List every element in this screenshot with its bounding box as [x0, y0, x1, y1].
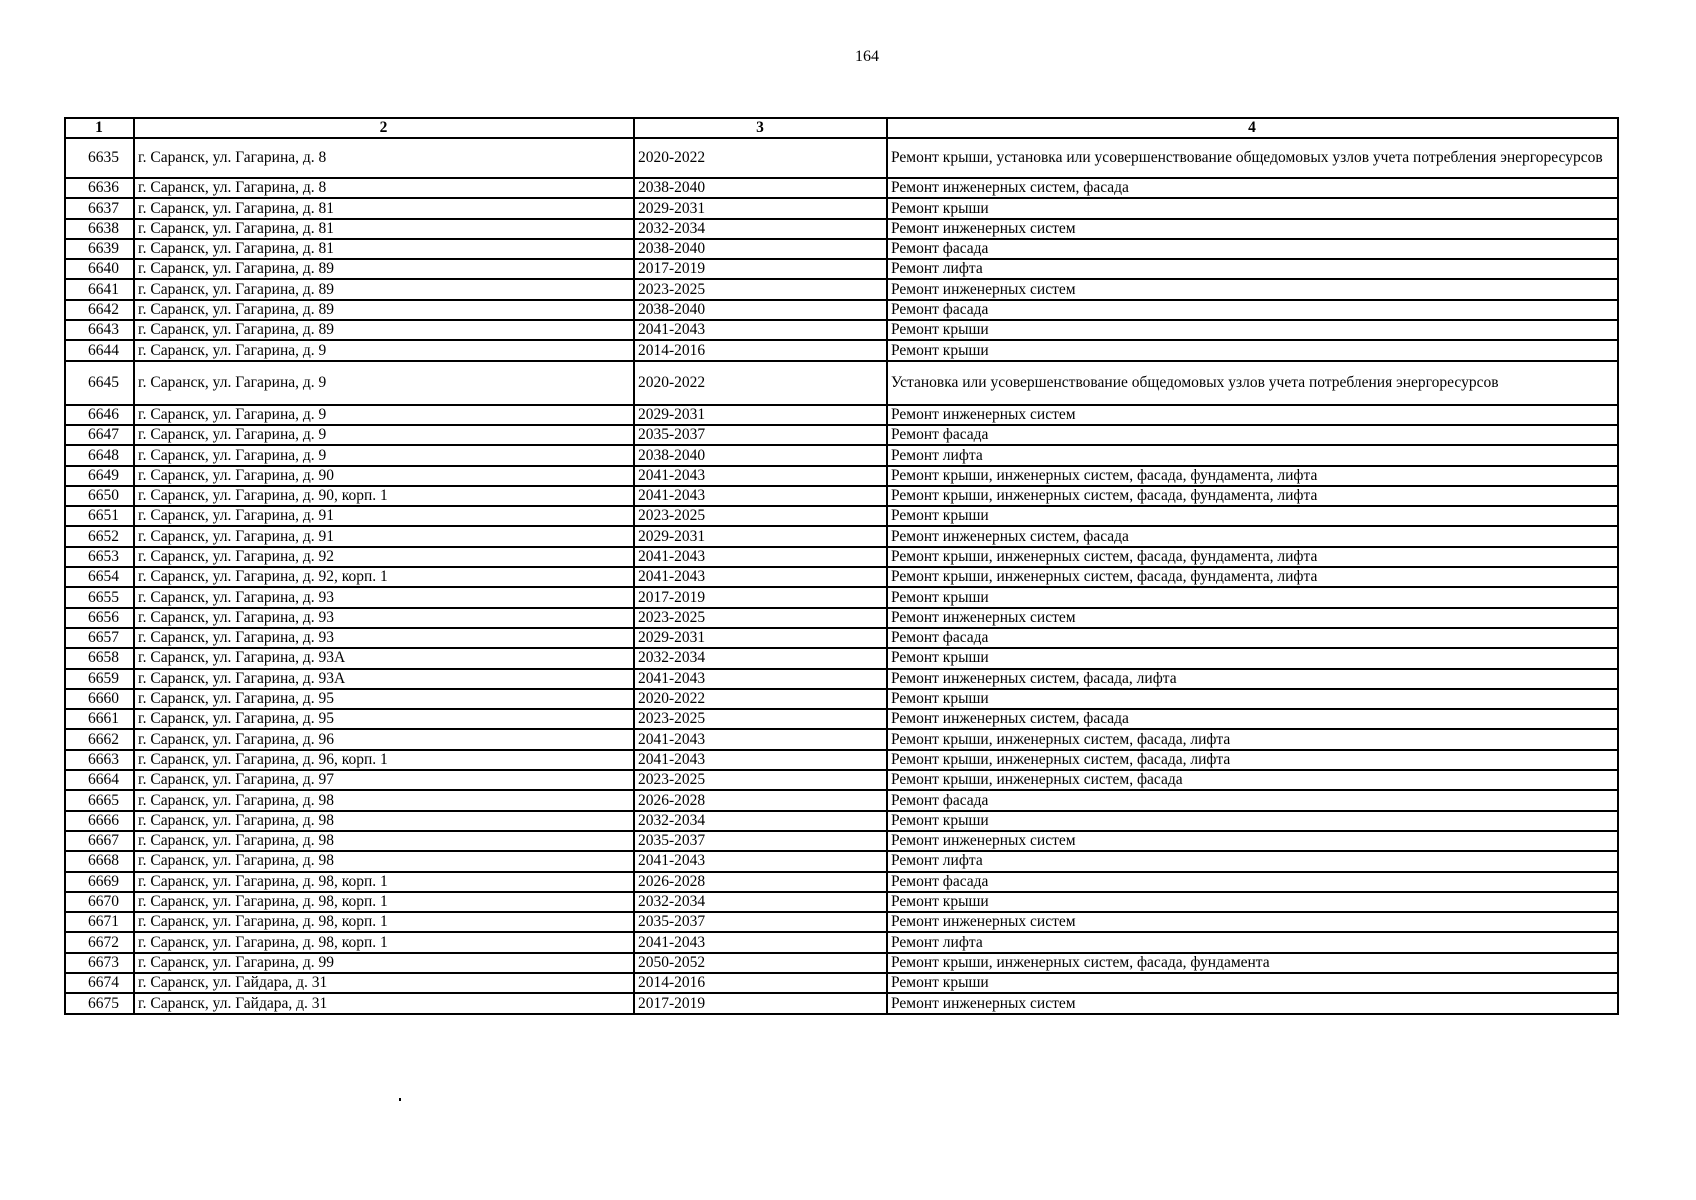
table-row: [65, 361, 1618, 405]
row-number-cell: 6658: [65, 648, 134, 668]
address-cell: г. Саранск, ул. Гагарина, д. 93А: [134, 669, 634, 689]
row-number-cell: 6638: [65, 219, 134, 239]
row-number-cell: 6674: [65, 973, 134, 993]
row-number-cell: 6641: [65, 279, 134, 299]
table-row: [65, 547, 1618, 567]
address-cell: г. Саранск, ул. Гайдара, д. 31: [134, 973, 634, 993]
work-type-cell: Ремонт крыши, инженерных систем, фасада, фундамента: [887, 953, 1618, 973]
period-cell: 2041-2043: [634, 486, 887, 506]
work-type-cell: Ремонт лифта: [887, 259, 1618, 279]
address-cell: г. Саранск, ул. Гагарина, д. 98: [134, 811, 634, 831]
table-row: [65, 279, 1618, 299]
address-cell: г. Саранск, ул. Гагарина, д. 93А: [134, 648, 634, 668]
table-row: [65, 872, 1618, 892]
address-cell: г. Саранск, ул. Гагарина, д. 90: [134, 466, 634, 486]
table-row: [65, 770, 1618, 790]
row-number-cell: 6651: [65, 506, 134, 526]
table-row: [65, 932, 1618, 952]
row-number-cell: 6671: [65, 912, 134, 932]
row-number-cell: 6642: [65, 300, 134, 320]
row-number-cell: 6647: [65, 425, 134, 445]
work-type-cell: Ремонт крыши, инженерных систем, фасада, лифта: [887, 729, 1618, 749]
period-cell: 2029-2031: [634, 198, 887, 218]
column-header-4: 4: [887, 118, 1618, 138]
work-type-cell: Ремонт крыши, инженерных систем, фасада, лифта: [887, 750, 1618, 770]
address-cell: г. Саранск, ул. Гагарина, д. 9: [134, 361, 634, 405]
work-type-cell: Ремонт крыши, инженерных систем, фасада, фундамента, лифта: [887, 486, 1618, 506]
table-row: [65, 689, 1618, 709]
work-type-cell: Ремонт инженерных систем: [887, 831, 1618, 851]
address-cell: г. Саранск, ул. Гагарина, д. 89: [134, 300, 634, 320]
work-type-cell: Ремонт крыши: [887, 587, 1618, 607]
work-type-cell: Ремонт крыши, установка или усовершенствование общедомовых узлов учета потребления энергоресурсов: [887, 138, 1618, 178]
table-row: [65, 993, 1618, 1013]
table-row: [65, 750, 1618, 770]
row-number-cell: 6655: [65, 587, 134, 607]
work-type-cell: Ремонт крыши: [887, 340, 1618, 360]
row-number-cell: 6653: [65, 547, 134, 567]
row-number-cell: 6662: [65, 729, 134, 749]
period-cell: 2041-2043: [634, 466, 887, 486]
address-cell: г. Саранск, ул. Гагарина, д. 90, корп. 1: [134, 486, 634, 506]
row-number-cell: 6640: [65, 259, 134, 279]
period-cell: 2023-2025: [634, 770, 887, 790]
address-cell: г. Саранск, ул. Гагарина, д. 95: [134, 689, 634, 709]
period-cell: 2035-2037: [634, 912, 887, 932]
table-row: [65, 851, 1618, 871]
period-cell: 2017-2019: [634, 993, 887, 1013]
table-row: [65, 198, 1618, 218]
address-cell: г. Саранск, ул. Гагарина, д. 92: [134, 547, 634, 567]
work-type-cell: Ремонт фасада: [887, 790, 1618, 810]
row-number-cell: 6675: [65, 993, 134, 1013]
work-type-cell: Ремонт фасада: [887, 300, 1618, 320]
table-row: [65, 831, 1618, 851]
work-type-cell: Ремонт крыши, инженерных систем, фасада, фундамента, лифта: [887, 466, 1618, 486]
table-row: [65, 973, 1618, 993]
scan-speck: [399, 1098, 401, 1101]
period-cell: 2029-2031: [634, 628, 887, 648]
column-header-2: 2: [134, 118, 634, 138]
address-cell: г. Саранск, ул. Гагарина, д. 81: [134, 219, 634, 239]
work-type-cell: Ремонт крыши: [887, 198, 1618, 218]
work-type-cell: Ремонт фасада: [887, 239, 1618, 259]
row-number-cell: 6665: [65, 790, 134, 810]
address-cell: г. Саранск, ул. Гагарина, д. 93: [134, 587, 634, 607]
work-type-cell: Ремонт инженерных систем, фасада: [887, 526, 1618, 546]
work-type-cell: Ремонт инженерных систем: [887, 608, 1618, 628]
table-header-row: [65, 118, 1618, 138]
table-row: [65, 912, 1618, 932]
address-cell: г. Саранск, ул. Гагарина, д. 89: [134, 259, 634, 279]
work-type-cell: Ремонт фасада: [887, 425, 1618, 445]
address-cell: г. Саранск, ул. Гагарина, д. 98, корп. 1: [134, 932, 634, 952]
address-cell: г. Саранск, ул. Гагарина, д. 93: [134, 608, 634, 628]
period-cell: 2023-2025: [634, 608, 887, 628]
table-row: [65, 608, 1618, 628]
period-cell: 2020-2022: [634, 138, 887, 178]
period-cell: 2014-2016: [634, 973, 887, 993]
table-row: [65, 811, 1618, 831]
table-row: [65, 587, 1618, 607]
address-cell: г. Саранск, ул. Гагарина, д. 98, корп. 1: [134, 892, 634, 912]
address-cell: г. Саранск, ул. Гагарина, д. 98: [134, 790, 634, 810]
table-row: [65, 219, 1618, 239]
period-cell: 2029-2031: [634, 405, 887, 425]
period-cell: 2035-2037: [634, 425, 887, 445]
page-number: 164: [855, 48, 879, 65]
table-row: [65, 425, 1618, 445]
row-number-cell: 6650: [65, 486, 134, 506]
period-cell: 2050-2052: [634, 953, 887, 973]
period-cell: 2023-2025: [634, 506, 887, 526]
address-cell: г. Саранск, ул. Гагарина, д. 89: [134, 279, 634, 299]
address-cell: г. Саранск, ул. Гагарина, д. 98: [134, 831, 634, 851]
address-cell: г. Саранск, ул. Гагарина, д. 81: [134, 239, 634, 259]
table-row: [65, 466, 1618, 486]
row-number-cell: 6668: [65, 851, 134, 871]
work-type-cell: Ремонт фасада: [887, 628, 1618, 648]
table-body: [65, 138, 1618, 1014]
table-row: [65, 567, 1618, 587]
period-cell: 2041-2043: [634, 547, 887, 567]
work-type-cell: Ремонт фасада: [887, 872, 1618, 892]
row-number-cell: 6657: [65, 628, 134, 648]
period-cell: 2020-2022: [634, 689, 887, 709]
row-number-cell: 6669: [65, 872, 134, 892]
column-header-3: 3: [634, 118, 887, 138]
row-number-cell: 6652: [65, 526, 134, 546]
work-type-cell: Ремонт лифта: [887, 932, 1618, 952]
work-type-cell: Ремонт инженерных систем: [887, 279, 1618, 299]
row-number-cell: 6659: [65, 669, 134, 689]
row-number-cell: 6637: [65, 198, 134, 218]
row-number-cell: 6646: [65, 405, 134, 425]
table-row: [65, 259, 1618, 279]
work-type-cell: Ремонт инженерных систем: [887, 405, 1618, 425]
work-type-cell: Ремонт крыши: [887, 689, 1618, 709]
row-number-cell: 6660: [65, 689, 134, 709]
period-cell: 2017-2019: [634, 587, 887, 607]
period-cell: 2029-2031: [634, 526, 887, 546]
address-cell: г. Саранск, ул. Гагарина, д. 99: [134, 953, 634, 973]
work-type-cell: Ремонт лифта: [887, 851, 1618, 871]
period-cell: 2023-2025: [634, 279, 887, 299]
period-cell: 2041-2043: [634, 932, 887, 952]
row-number-cell: 6654: [65, 567, 134, 587]
period-cell: 2038-2040: [634, 445, 887, 465]
work-type-cell: Ремонт инженерных систем, фасада: [887, 709, 1618, 729]
period-cell: 2041-2043: [634, 320, 887, 340]
row-number-cell: 6635: [65, 138, 134, 178]
row-number-cell: 6643: [65, 320, 134, 340]
row-number-cell: 6656: [65, 608, 134, 628]
work-type-cell: Ремонт инженерных систем: [887, 993, 1618, 1013]
period-cell: 2041-2043: [634, 669, 887, 689]
work-type-cell: Ремонт крыши: [887, 648, 1618, 668]
row-number-cell: 6661: [65, 709, 134, 729]
period-cell: 2023-2025: [634, 709, 887, 729]
address-cell: г. Саранск, ул. Гагарина, д. 98, корп. 1: [134, 872, 634, 892]
table-row: [65, 526, 1618, 546]
table-row: [65, 669, 1618, 689]
row-number-cell: 6672: [65, 932, 134, 952]
period-cell: 2020-2022: [634, 361, 887, 405]
work-type-cell: Ремонт крыши: [887, 320, 1618, 340]
address-cell: г. Саранск, ул. Гагарина, д. 89: [134, 320, 634, 340]
row-number-cell: 6663: [65, 750, 134, 770]
row-number-cell: 6639: [65, 239, 134, 259]
address-cell: г. Саранск, ул. Гагарина, д. 96, корп. 1: [134, 750, 634, 770]
table-row: [65, 729, 1618, 749]
table-row: [65, 405, 1618, 425]
row-number-cell: 6666: [65, 811, 134, 831]
period-cell: 2035-2037: [634, 831, 887, 851]
table-row: [65, 300, 1618, 320]
address-cell: г. Саранск, ул. Гагарина, д. 95: [134, 709, 634, 729]
address-cell: г. Саранск, ул. Гагарина, д. 98: [134, 851, 634, 871]
period-cell: 2038-2040: [634, 239, 887, 259]
period-cell: 2038-2040: [634, 178, 887, 198]
address-cell: г. Саранск, ул. Гагарина, д. 9: [134, 445, 634, 465]
row-number-cell: 6673: [65, 953, 134, 973]
period-cell: 2026-2028: [634, 872, 887, 892]
table-row: [65, 506, 1618, 526]
work-type-cell: Ремонт инженерных систем, фасада, лифта: [887, 669, 1618, 689]
row-number-cell: 6645: [65, 361, 134, 405]
work-type-cell: Установка или усовершенствование общедомовых узлов учета потребления энергоресурсов: [887, 361, 1618, 405]
period-cell: 2017-2019: [634, 259, 887, 279]
table-row: [65, 445, 1618, 465]
period-cell: 2014-2016: [634, 340, 887, 360]
work-type-cell: Ремонт крыши: [887, 892, 1618, 912]
work-type-cell: Ремонт лифта: [887, 445, 1618, 465]
address-cell: г. Саранск, ул. Гагарина, д. 8: [134, 138, 634, 178]
period-cell: 2041-2043: [634, 851, 887, 871]
work-type-cell: Ремонт инженерных систем, фасада: [887, 178, 1618, 198]
table-row: [65, 239, 1618, 259]
table-row: [65, 892, 1618, 912]
period-cell: 2032-2034: [634, 892, 887, 912]
period-cell: 2041-2043: [634, 567, 887, 587]
work-type-cell: Ремонт инженерных систем: [887, 912, 1618, 932]
address-cell: г. Саранск, ул. Гагарина, д. 93: [134, 628, 634, 648]
table-row: [65, 790, 1618, 810]
table-row: [65, 709, 1618, 729]
address-cell: г. Саранск, ул. Гагарина, д. 9: [134, 425, 634, 445]
address-cell: г. Саранск, ул. Гагарина, д. 98, корп. 1: [134, 912, 634, 932]
work-type-cell: Ремонт крыши: [887, 811, 1618, 831]
table-row: [65, 953, 1618, 973]
period-cell: 2032-2034: [634, 811, 887, 831]
period-cell: 2026-2028: [634, 790, 887, 810]
row-number-cell: 6670: [65, 892, 134, 912]
table-row: [65, 340, 1618, 360]
address-cell: г. Саранск, ул. Гагарина, д. 97: [134, 770, 634, 790]
period-cell: 2041-2043: [634, 750, 887, 770]
row-number-cell: 6664: [65, 770, 134, 790]
work-type-cell: Ремонт крыши, инженерных систем, фасада, фундамента, лифта: [887, 567, 1618, 587]
address-cell: г. Саранск, ул. Гагарина, д. 91: [134, 506, 634, 526]
table-row: [65, 486, 1618, 506]
work-type-cell: Ремонт крыши, инженерных систем, фасада, фундамента, лифта: [887, 547, 1618, 567]
row-number-cell: 6644: [65, 340, 134, 360]
address-cell: г. Саранск, ул. Гагарина, д. 92, корп. 1: [134, 567, 634, 587]
address-cell: г. Саранск, ул. Гагарина, д. 91: [134, 526, 634, 546]
table-row: [65, 320, 1618, 340]
repair-schedule-table: [64, 117, 1619, 1015]
row-number-cell: 6636: [65, 178, 134, 198]
table-row: [65, 138, 1618, 178]
period-cell: 2038-2040: [634, 300, 887, 320]
table-row: [65, 628, 1618, 648]
row-number-cell: 6649: [65, 466, 134, 486]
address-cell: г. Саранск, ул. Гайдара, д. 31: [134, 993, 634, 1013]
address-cell: г. Саранск, ул. Гагарина, д. 96: [134, 729, 634, 749]
period-cell: 2032-2034: [634, 648, 887, 668]
work-type-cell: Ремонт крыши: [887, 973, 1618, 993]
address-cell: г. Саранск, ул. Гагарина, д. 9: [134, 405, 634, 425]
row-number-cell: 6648: [65, 445, 134, 465]
work-type-cell: Ремонт крыши, инженерных систем, фасада: [887, 770, 1618, 790]
period-cell: 2032-2034: [634, 219, 887, 239]
table-row: [65, 648, 1618, 668]
address-cell: г. Саранск, ул. Гагарина, д. 9: [134, 340, 634, 360]
work-type-cell: Ремонт крыши: [887, 506, 1618, 526]
work-type-cell: Ремонт инженерных систем: [887, 219, 1618, 239]
column-header-1: 1: [65, 118, 134, 138]
table-row: [65, 178, 1618, 198]
address-cell: г. Саранск, ул. Гагарина, д. 8: [134, 178, 634, 198]
address-cell: г. Саранск, ул. Гагарина, д. 81: [134, 198, 634, 218]
period-cell: 2041-2043: [634, 729, 887, 749]
row-number-cell: 6667: [65, 831, 134, 851]
